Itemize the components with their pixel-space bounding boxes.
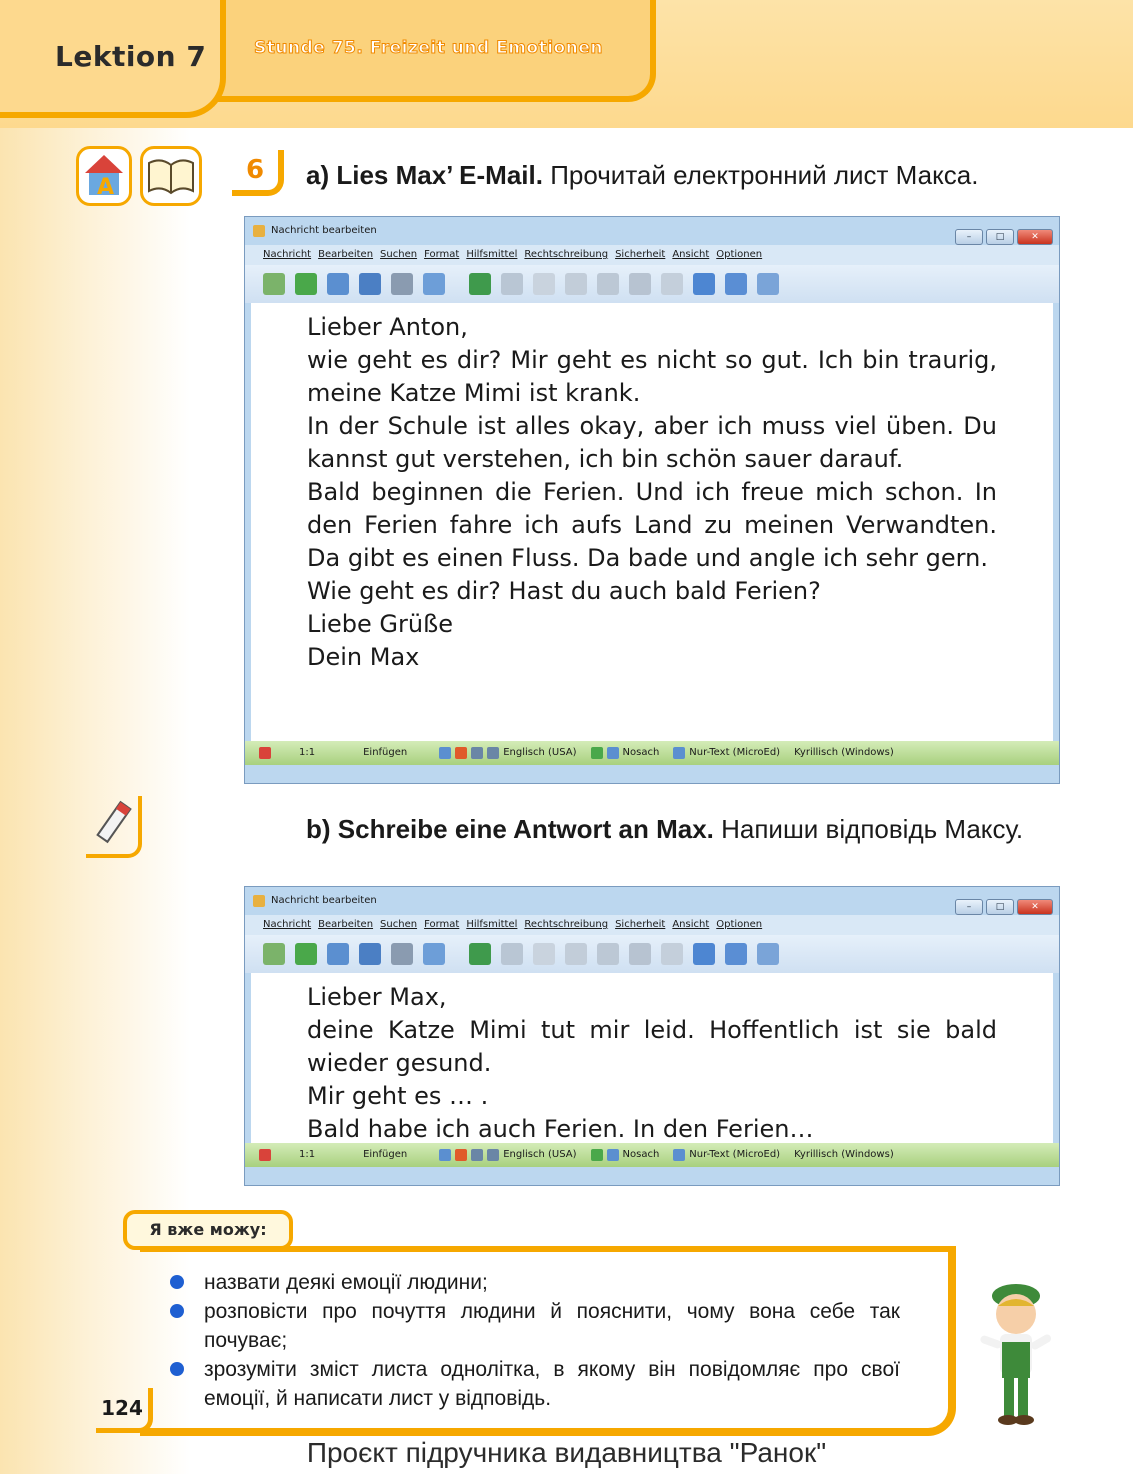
window-title: Nachricht bearbeiten xyxy=(271,895,377,906)
status-tool-icon[interactable] xyxy=(591,1149,603,1161)
address-icon[interactable] xyxy=(359,273,381,295)
menu-suchen[interactable]: Suchen xyxy=(380,919,418,930)
list-item: розповісти про почуття людини й пояснити, чому вона себе так почуває; xyxy=(170,1297,900,1355)
status-tool-icon[interactable] xyxy=(455,1149,467,1161)
redo-icon[interactable] xyxy=(501,273,523,295)
status-tool-icon[interactable] xyxy=(439,1149,451,1161)
window-title: Nachricht bearbeiten xyxy=(271,225,377,236)
print-icon[interactable] xyxy=(391,273,413,295)
status-encoding: Kyrillisch (Windows) xyxy=(794,1149,894,1160)
copy-icon[interactable] xyxy=(533,273,555,295)
menu-bar xyxy=(245,245,1059,265)
maximize-button[interactable]: □ xyxy=(986,899,1014,915)
task-number: 6 xyxy=(232,150,284,196)
toolbar xyxy=(245,935,1059,973)
pencil-icon xyxy=(86,796,142,858)
copy-icon[interactable] xyxy=(533,943,555,965)
paste-icon[interactable] xyxy=(597,273,619,295)
mail-icon[interactable] xyxy=(327,943,349,965)
email-body-2[interactable] xyxy=(251,973,1053,1143)
status-user: Nosach xyxy=(622,747,660,758)
email-line: In der Schule ist alles okay, aber ich muss viel üben. Du kannst gut verstehen, ich bin schön sauer darauf. xyxy=(307,412,997,473)
task-b-ukrainian: Напиши відповідь Максу. xyxy=(713,814,1024,844)
status-tool-icon[interactable] xyxy=(607,1149,619,1161)
menu-hilfsmittel[interactable]: Hilfsmittel xyxy=(466,919,518,930)
redo-icon[interactable] xyxy=(501,943,523,965)
email-line: Lieber Anton, xyxy=(307,313,468,341)
email-line: Mir geht es … . xyxy=(307,1082,489,1110)
status-icon xyxy=(259,747,271,759)
topic-title: Stunde 75. Freizeit und Emotionen xyxy=(254,38,603,58)
window-icon[interactable] xyxy=(693,273,715,295)
menu-bar xyxy=(245,915,1059,935)
menu-nachricht[interactable]: Nachricht xyxy=(263,919,312,930)
email-body-1[interactable] xyxy=(251,303,1053,741)
status-tool-icon[interactable] xyxy=(591,747,603,759)
status-tool-icon[interactable] xyxy=(471,747,483,759)
mail-icon[interactable] xyxy=(327,273,349,295)
status-encoding: Kyrillisch (Windows) xyxy=(794,747,894,758)
status-mode: Einfügen xyxy=(363,747,408,758)
list-item: назвати деякі емоції людини; xyxy=(170,1268,900,1297)
status-bar xyxy=(245,1143,1059,1167)
undo-icon[interactable] xyxy=(469,273,491,295)
doc-icon[interactable] xyxy=(725,273,747,295)
status-mode: Einfügen xyxy=(363,1149,408,1160)
list-item: зрозуміти зміст листа однолітка, в якому він повідомляє про свої емоції, й написати лист у відповідь. xyxy=(170,1355,900,1413)
menu-sicherheit[interactable]: Sicherheit xyxy=(615,249,666,260)
attach-icon[interactable] xyxy=(423,273,445,295)
svg-text:A: A xyxy=(97,175,115,200)
undo-icon[interactable] xyxy=(469,943,491,965)
status-tool-icon[interactable] xyxy=(673,747,685,759)
status-tool-icon[interactable] xyxy=(455,747,467,759)
attach-icon[interactable] xyxy=(423,943,445,965)
clipboard-icon[interactable] xyxy=(629,943,651,965)
menu-optionen[interactable]: Optionen xyxy=(716,919,763,930)
template-icon[interactable] xyxy=(757,273,779,295)
email-window-1 xyxy=(244,216,1060,784)
window-titlebar xyxy=(245,887,1059,915)
book-icon xyxy=(140,146,202,206)
clipboard-icon[interactable] xyxy=(629,273,651,295)
email-line: Dein Max xyxy=(307,643,420,671)
summary-label: Я вже можу: xyxy=(123,1210,293,1250)
summary-list xyxy=(170,1268,900,1413)
status-language: Englisch (USA) xyxy=(503,1149,577,1160)
menu-rechtschreibung[interactable]: Rechtschreibung xyxy=(524,919,609,930)
email-line: Bald habe ich auch Ferien. In den Ferien… xyxy=(307,1115,814,1143)
status-tool-icon[interactable] xyxy=(487,1149,499,1161)
status-tool-icon[interactable] xyxy=(487,747,499,759)
task-a-german: a) Lies Max’ E-Mail. xyxy=(306,160,543,190)
toolbar xyxy=(245,265,1059,303)
menu-sicherheit[interactable]: Sicherheit xyxy=(615,919,666,930)
minimize-button[interactable]: – xyxy=(955,229,983,245)
receive-icon[interactable] xyxy=(295,943,317,965)
email-line: Bald beginnen die Ferien. Und ich freue mich schon. In den Ferien fahre ich aufs Land zu meinen Verwandten. Da gibt es einen Fluss. Da bade und angle ich sehr gern. xyxy=(307,478,997,572)
cut-icon[interactable] xyxy=(565,943,587,965)
footer-note: Проєкт підручника видавництва "Ранок" xyxy=(306,1437,827,1468)
task-a-instruction xyxy=(306,160,978,191)
close-button[interactable]: ✕ xyxy=(1017,899,1053,915)
template-icon[interactable] xyxy=(757,943,779,965)
task-a-ukrainian: Прочитай електронний лист Макса. xyxy=(542,160,979,190)
status-bar xyxy=(245,741,1059,765)
cut-icon[interactable] xyxy=(565,273,587,295)
window-icon[interactable] xyxy=(693,943,715,965)
status-position: 1:1 xyxy=(299,1149,316,1160)
menu-optionen[interactable]: Optionen xyxy=(716,249,763,260)
maximize-button[interactable]: □ xyxy=(986,229,1014,245)
send-icon[interactable] xyxy=(263,273,285,295)
menu-bearbeiten[interactable]: Bearbeiten xyxy=(318,919,374,930)
lesson-title: Lektion 7 xyxy=(55,40,207,73)
receive-icon[interactable] xyxy=(295,273,317,295)
menu-format[interactable]: Format xyxy=(424,249,460,260)
menu-rechtschreibung[interactable]: Rechtschreibung xyxy=(524,249,609,260)
status-icon xyxy=(259,1149,271,1161)
status-tool-icon[interactable] xyxy=(471,1149,483,1161)
print-icon[interactable] xyxy=(391,943,413,965)
email-line: Wie geht es dir? Hast du auch bald Ferien? xyxy=(307,577,821,605)
address-icon[interactable] xyxy=(359,943,381,965)
close-button[interactable]: ✕ xyxy=(1017,229,1053,245)
menu-format[interactable]: Format xyxy=(424,919,460,930)
email-line: wie geht es dir? Mir geht es nicht so gut. Ich bin traurig, meine Katze Mimi ist krank. xyxy=(307,346,997,407)
boy-illustration xyxy=(966,1276,1064,1432)
status-tool-icon[interactable] xyxy=(673,1149,685,1161)
email-line: Lieber Max, xyxy=(307,983,447,1011)
status-format: Nur-Text (MicroEd) xyxy=(689,1149,781,1160)
task-b-german: b) Schreibe eine Antwort an Max. xyxy=(306,814,714,844)
status-format: Nur-Text (MicroEd) xyxy=(689,747,781,758)
status-language: Englisch (USA) xyxy=(503,747,577,758)
paste-icon[interactable] xyxy=(597,943,619,965)
house-letter-icon xyxy=(76,146,132,206)
task-b-instruction xyxy=(306,812,1032,846)
status-tool-icon[interactable] xyxy=(607,747,619,759)
menu-ansicht[interactable]: Ansicht xyxy=(672,919,710,930)
format-icon[interactable] xyxy=(661,943,683,965)
minimize-button[interactable]: – xyxy=(955,899,983,915)
doc-icon[interactable] xyxy=(725,943,747,965)
app-icon xyxy=(253,225,265,237)
window-titlebar xyxy=(245,217,1059,245)
menu-bearbeiten[interactable]: Bearbeiten xyxy=(318,249,374,260)
send-icon[interactable] xyxy=(263,943,285,965)
menu-hilfsmittel[interactable]: Hilfsmittel xyxy=(466,249,518,260)
email-line: Liebe Grüße xyxy=(307,610,453,638)
page-number: 124 xyxy=(96,1388,153,1433)
format-icon[interactable] xyxy=(661,273,683,295)
menu-nachricht[interactable]: Nachricht xyxy=(263,249,312,260)
app-icon xyxy=(253,895,265,907)
status-user: Nosach xyxy=(622,1149,660,1160)
status-tool-icon[interactable] xyxy=(439,747,451,759)
email-line: deine Katze Mimi tut mir leid. Hoffentlich ist sie bald wieder gesund. xyxy=(307,1016,997,1077)
menu-ansicht[interactable]: Ansicht xyxy=(672,249,710,260)
email-window-2 xyxy=(244,886,1060,1186)
status-position: 1:1 xyxy=(299,747,316,758)
menu-suchen[interactable]: Suchen xyxy=(380,249,418,260)
